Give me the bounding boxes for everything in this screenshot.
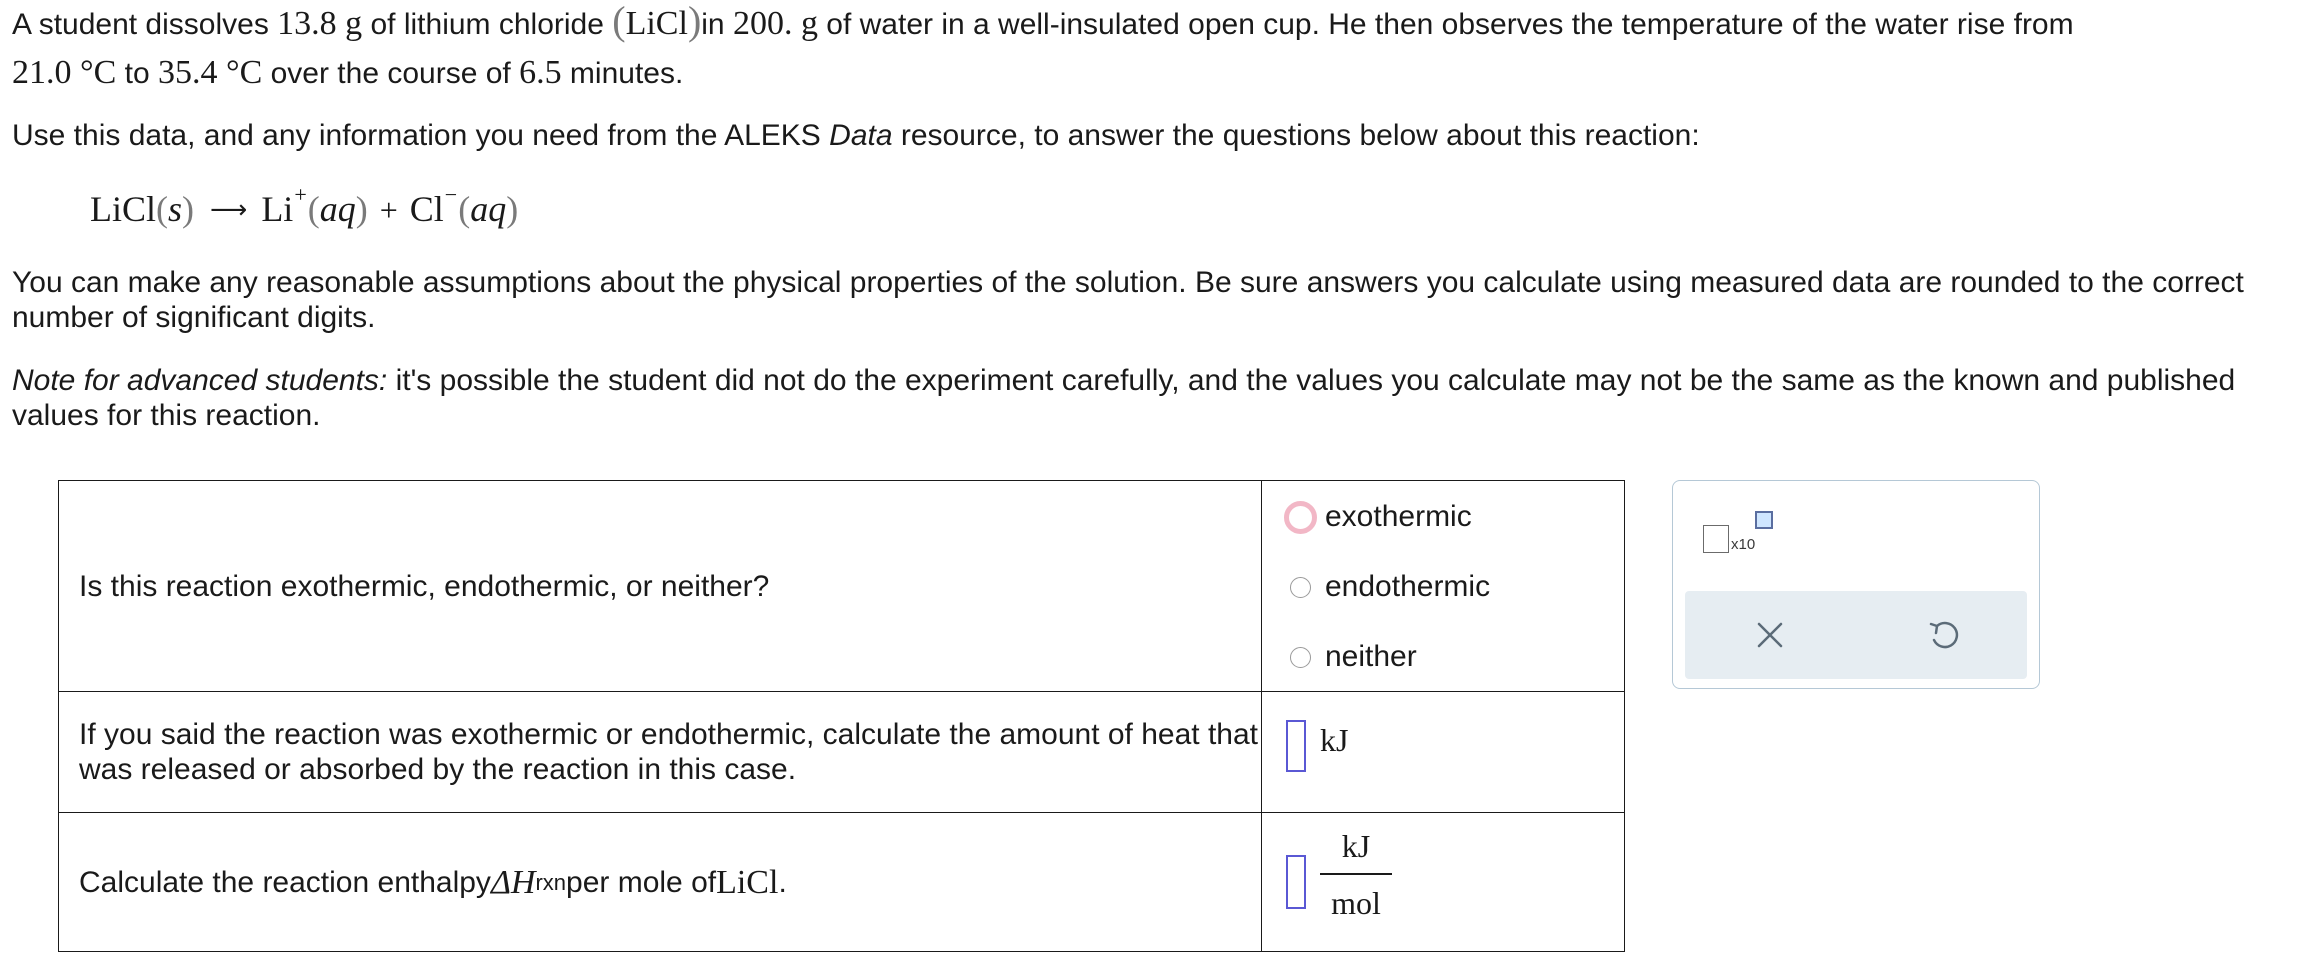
answer-cell xyxy=(1262,692,1624,812)
delta-h-subscript: rxn xyxy=(535,869,567,895)
question-text xyxy=(59,813,1262,951)
fraction-bar xyxy=(1320,873,1392,875)
unit-label: kJ xyxy=(1320,722,1349,758)
radio-button[interactable] xyxy=(1290,647,1311,668)
question-row xyxy=(59,813,1624,951)
heat-input[interactable] xyxy=(1286,720,1306,772)
unit-fraction xyxy=(1320,825,1392,923)
answer-cell xyxy=(1262,481,1624,691)
radio-option-endothermic[interactable] xyxy=(1284,567,1490,607)
clear-button[interactable] xyxy=(1748,613,1792,657)
paren-close: ) xyxy=(182,189,195,229)
scientific-notation-button[interactable] xyxy=(1703,511,1779,559)
paren-close: ) xyxy=(355,189,368,229)
question-row xyxy=(59,692,1624,813)
math-tool-palette xyxy=(1672,480,2040,689)
problem-statement xyxy=(12,0,2282,98)
mass-solute: 13.8 g xyxy=(277,5,363,42)
eq-reactant: LiCl xyxy=(90,189,157,229)
temp-final: 35.4 °C xyxy=(157,54,263,91)
paren-open: ( xyxy=(612,0,626,43)
x-icon xyxy=(1755,620,1785,650)
question-row xyxy=(59,481,1624,692)
unit-numerator: kJ xyxy=(1341,828,1371,864)
radio-label: endothermic xyxy=(1325,570,1491,603)
arrow-icon: ⟶ xyxy=(210,195,248,225)
instructions xyxy=(12,112,2282,160)
text-segment: of water in a well-insulated open cup. He then observes the temperature of the water rise from xyxy=(817,8,2074,41)
question-text: Is this reaction exothermic, endothermic, or neither? xyxy=(59,481,1262,691)
text-segment: to xyxy=(116,57,158,90)
text-segment: . xyxy=(778,865,787,899)
text-segment: over the course of xyxy=(262,57,520,90)
x10-label: x10 xyxy=(1731,536,1756,553)
radio-button[interactable] xyxy=(1290,577,1311,598)
text-segment: A student dissolves xyxy=(12,8,278,41)
radio-button[interactable] xyxy=(1284,501,1317,534)
text-segment: it's possible the student did not do the experiment carefully, and the values you calculate may not be the same as the known and published values for this reaction. xyxy=(12,364,2236,432)
text-segment: in xyxy=(701,8,733,41)
enthalpy-input[interactable] xyxy=(1286,855,1306,909)
advanced-note xyxy=(12,363,2282,433)
text-segment: of lithium chloride xyxy=(362,8,613,41)
reaction-equation xyxy=(90,182,519,230)
formula: LiCl xyxy=(625,5,688,42)
question-table xyxy=(58,480,1625,952)
palette-actions xyxy=(1685,591,2027,679)
answer-cell xyxy=(1262,813,1624,951)
radio-option-neither[interactable] xyxy=(1284,637,1417,677)
eq-charge: + xyxy=(294,182,307,207)
temp-initial: 21.0 °C xyxy=(12,54,117,91)
eq-charge: − xyxy=(444,182,458,207)
question-text: If you said the reaction was exothermic or endothermic, calculate the amount of heat that was released or absorbed by the reaction in this case. xyxy=(59,692,1262,812)
eq-plus: + xyxy=(379,192,398,228)
undo-icon xyxy=(1926,618,1960,652)
paren-open: ( xyxy=(458,189,471,229)
duration: 6.5 xyxy=(519,54,562,91)
eq-state: aq xyxy=(470,189,507,229)
paren-open: ( xyxy=(156,189,169,229)
assumptions-text: You can make any reasonable assumptions about the physical properties of the solution. Be sure answers you calculate using measured data are rounded to the correct number of significant digits. xyxy=(12,266,2244,334)
radio-option-exothermic[interactable] xyxy=(1284,497,1472,537)
radio-label: exothermic xyxy=(1325,500,1472,533)
delta-h-symbol: ΔH xyxy=(490,863,536,901)
text-segment: minutes. xyxy=(561,57,684,90)
eq-anion: Cl xyxy=(409,189,444,229)
radio-label: neither xyxy=(1325,640,1417,673)
paren-close: ) xyxy=(687,0,702,43)
text-segment: Use this data, and any information you need from the ALEKS xyxy=(12,119,830,152)
formula: LiCl xyxy=(716,863,779,901)
base-box-icon xyxy=(1703,525,1729,553)
eq-cation: Li xyxy=(261,189,294,229)
data-resource-word: Data xyxy=(829,119,893,152)
exponent-box-icon xyxy=(1755,511,1773,529)
eq-state: aq xyxy=(319,189,356,229)
paren-open: ( xyxy=(307,189,320,229)
text-segment: per mole of xyxy=(566,865,717,899)
mass-water: 200. g xyxy=(732,5,818,42)
note-label: Note for advanced students: xyxy=(12,364,388,397)
eq-state: s xyxy=(168,189,183,229)
undo-button[interactable] xyxy=(1921,613,1965,657)
paren-close: ) xyxy=(506,189,519,229)
text-segment: Calculate the reaction enthalpy xyxy=(79,865,491,899)
text-segment: resource, to answer the questions below about this reaction: xyxy=(892,119,1700,152)
unit-denominator: mol xyxy=(1331,885,1381,921)
